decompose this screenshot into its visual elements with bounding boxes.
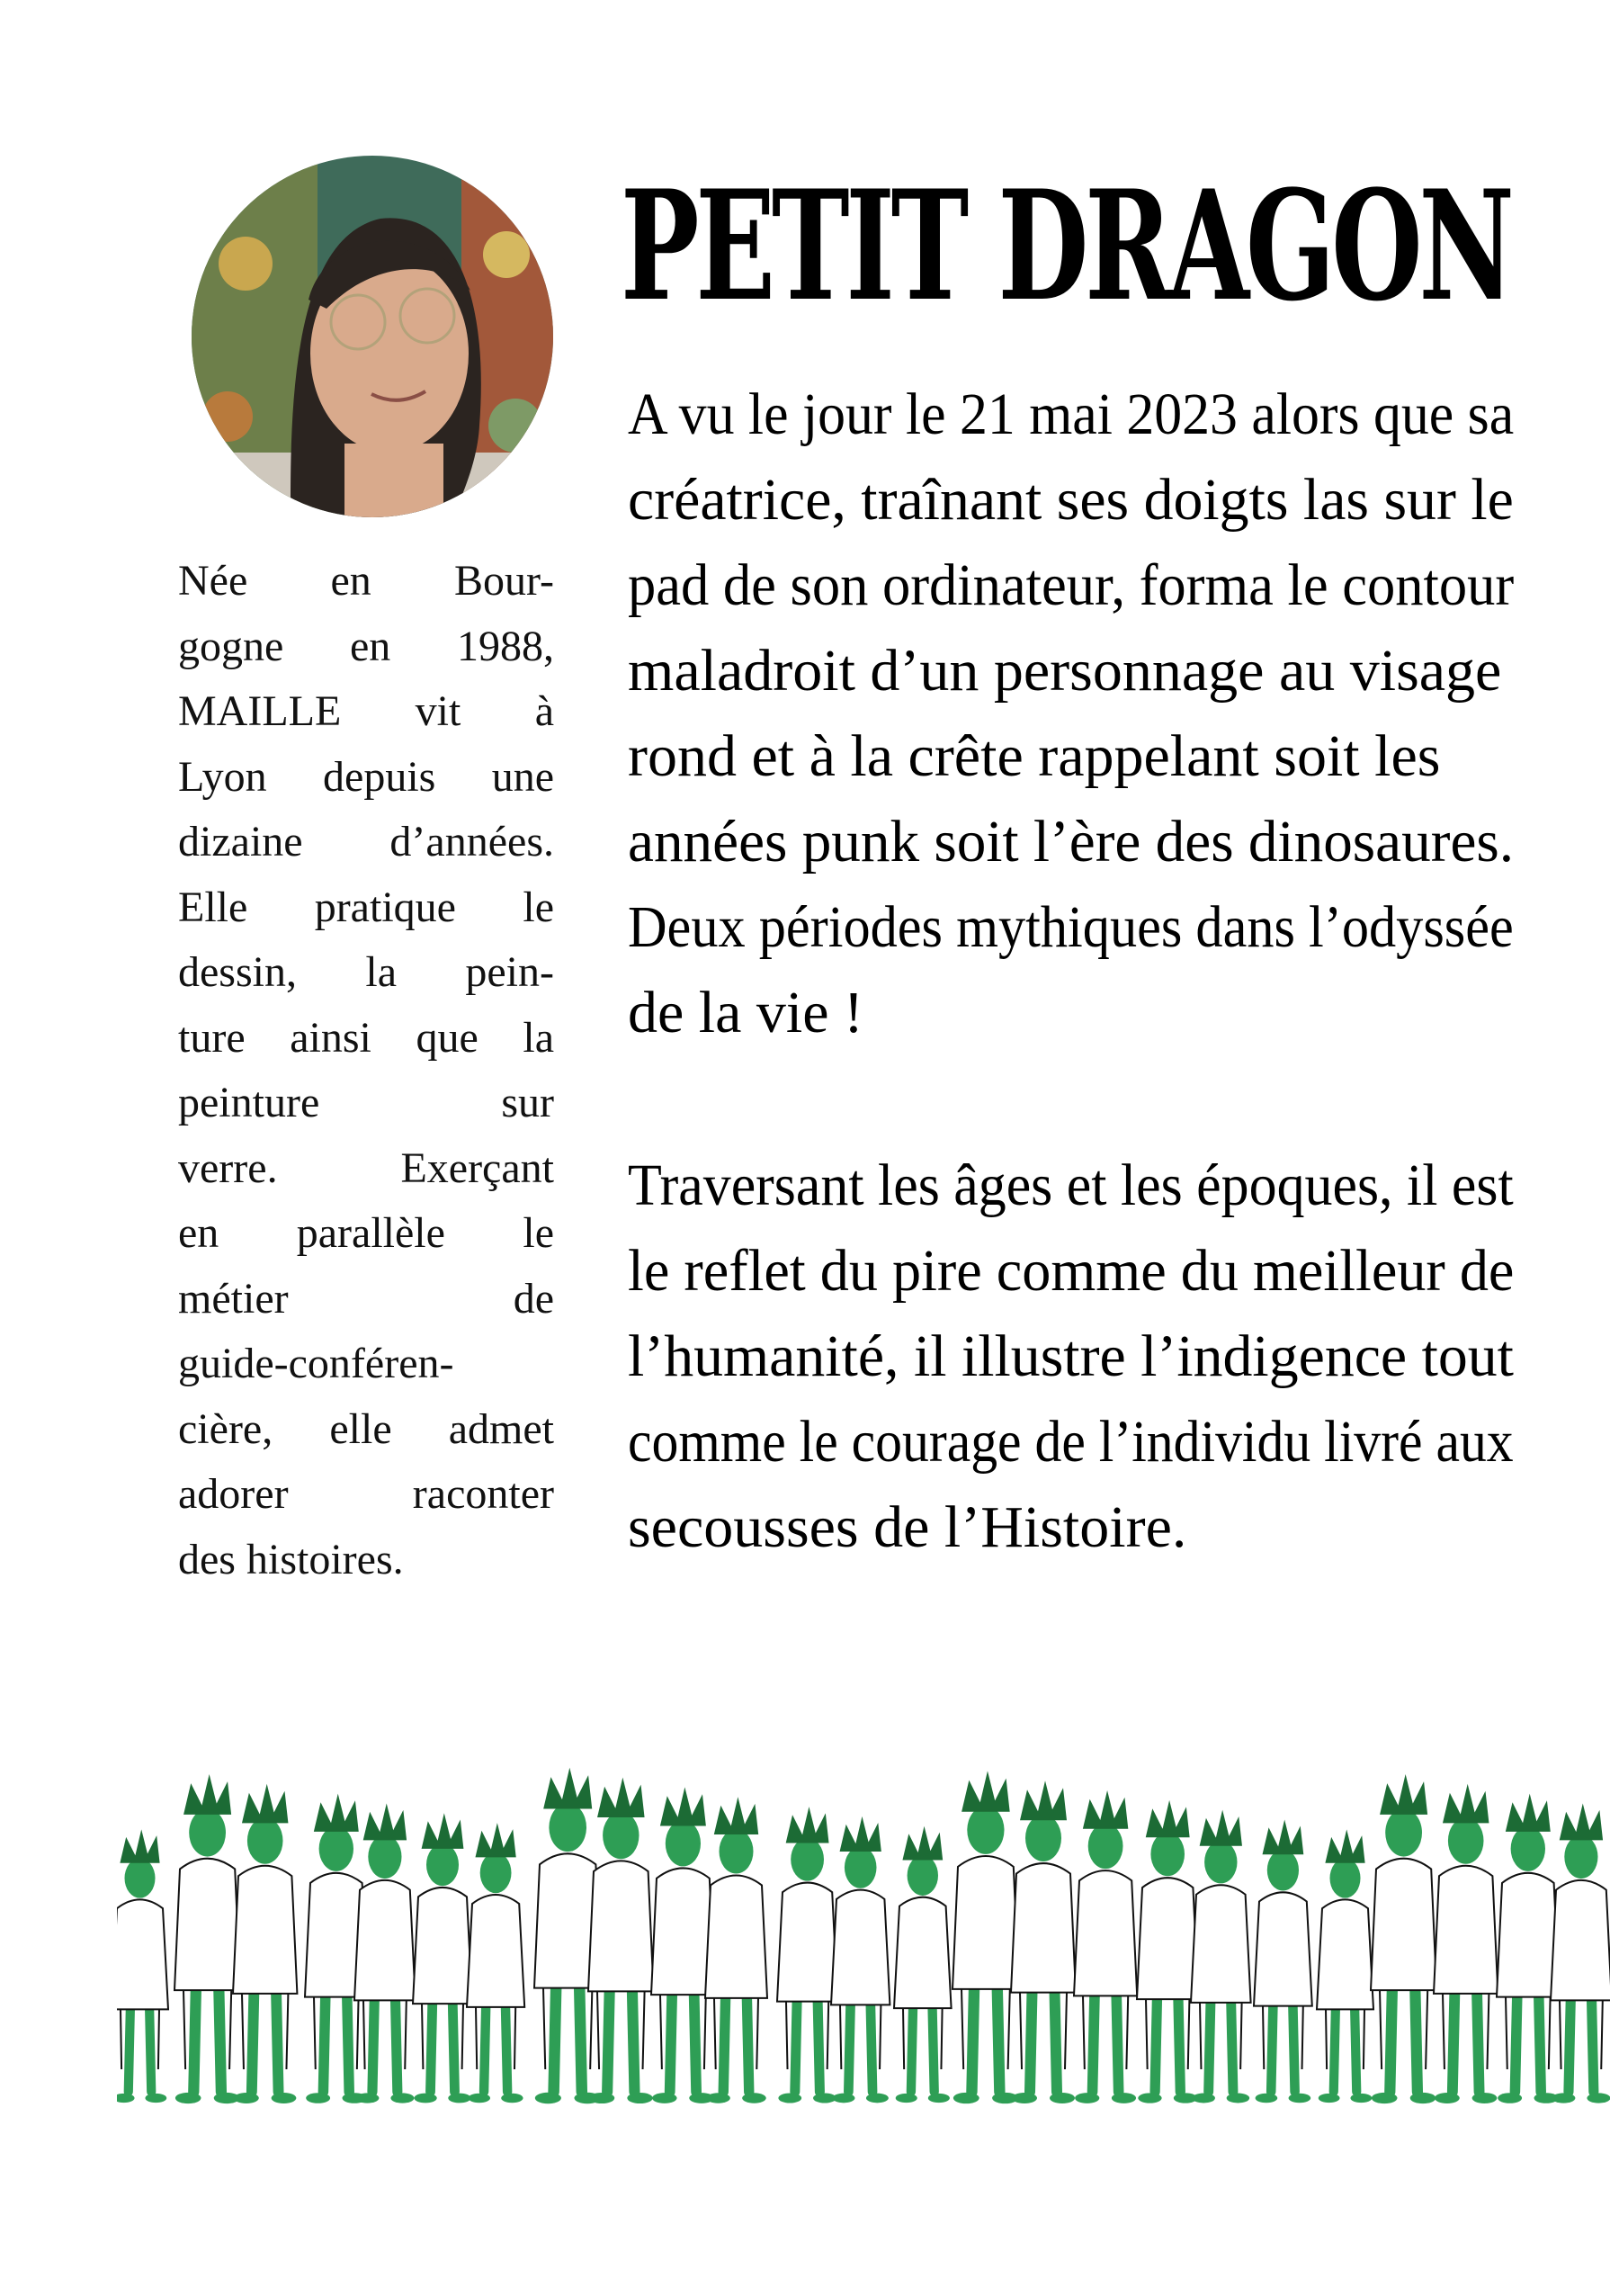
dragon-figure xyxy=(354,1803,416,2103)
dragon-figure xyxy=(831,1816,890,2103)
dragon-figure xyxy=(1371,1774,1436,2103)
dragon-figure xyxy=(117,1829,168,2103)
bio-line: guide-conféren- xyxy=(178,1340,454,1387)
portrait-photo xyxy=(192,156,553,517)
dragon-crowd-illustration xyxy=(117,1750,1610,2119)
dragon-figure xyxy=(651,1787,715,2103)
bio-line: dizaine d’années. xyxy=(178,818,554,865)
bio-line: métier de xyxy=(178,1274,554,1323)
author-bio xyxy=(178,549,554,1592)
dragon-figure xyxy=(894,1826,952,2103)
dragon-figure xyxy=(953,1771,1019,2103)
story-paragraph-1 xyxy=(628,372,1514,1055)
bio-line: cière, elle admet xyxy=(178,1404,554,1453)
dragon-figure xyxy=(1434,1784,1498,2103)
story-line: maladroit d’un personnage au visage xyxy=(628,638,1502,704)
bio-line: Elle pratique le xyxy=(178,883,554,931)
story-line: de la vie ! xyxy=(628,980,864,1045)
dragon-figure xyxy=(233,1784,297,2103)
story-line: pad de son ordinateur, forma le contour xyxy=(628,552,1515,618)
bio-line: adorer raconter xyxy=(178,1470,554,1518)
dragon-figure xyxy=(1074,1790,1137,2103)
story-line: Traversant les âges et les époques, il est xyxy=(628,1152,1514,1218)
dragon-figure xyxy=(588,1778,654,2103)
bio-line: en parallèle le xyxy=(178,1209,554,1257)
dragon-figure xyxy=(1497,1794,1560,2103)
story-line: comme le courage de l’individu livré aux xyxy=(628,1409,1514,1475)
story-line: A vu le jour le 21 mai 2023 alors que sa xyxy=(628,381,1515,447)
story-line: secousses de l’Histoire. xyxy=(628,1494,1187,1560)
story-line: le reflet du pire comme du meilleur de xyxy=(628,1238,1515,1304)
story-line: créatrice, traînant ses doigts las sur le xyxy=(628,467,1514,533)
bio-line: des histoires. xyxy=(178,1535,404,1583)
story-line: Deux périodes mythiques dans l’odyssée xyxy=(628,894,1514,960)
dragon-figure xyxy=(1317,1829,1373,2103)
dragon-figure xyxy=(1011,1780,1076,2103)
dragon-figure xyxy=(413,1813,472,2103)
author-portrait xyxy=(192,156,553,517)
bio-line: peinture sur xyxy=(178,1079,554,1126)
bio-line: Née en Bour- xyxy=(178,557,554,605)
dragon-figure xyxy=(1551,1803,1610,2103)
story-line: années punk soit l’ère des dinosaures. xyxy=(628,809,1515,874)
dragon-figure xyxy=(1137,1800,1198,2103)
dragon-figure xyxy=(705,1797,767,2103)
dragon-figure xyxy=(1254,1819,1312,2103)
story-paragraph-2 xyxy=(628,1143,1514,1570)
story-line: l’humanité, il illustre l’indigence tout xyxy=(628,1323,1514,1389)
dragon-figure xyxy=(467,1823,524,2103)
bio-line: dessin, la pein- xyxy=(178,948,554,996)
bio-line: MAILLE vit à xyxy=(178,687,554,735)
dragon-figure xyxy=(1191,1810,1251,2103)
dragon-figure xyxy=(174,1774,240,2103)
bio-line: ture ainsi que la xyxy=(178,1013,554,1062)
story-line: rond et à la crête rappelant soit les xyxy=(628,723,1441,789)
page-title: PETIT DRAGON xyxy=(621,157,1511,335)
bio-line: verre. Exerçant xyxy=(178,1144,554,1192)
bio-line: gogne en 1988, xyxy=(178,622,554,670)
bio-line: Lyon depuis une xyxy=(178,752,554,801)
dragon-figure xyxy=(777,1807,837,2103)
